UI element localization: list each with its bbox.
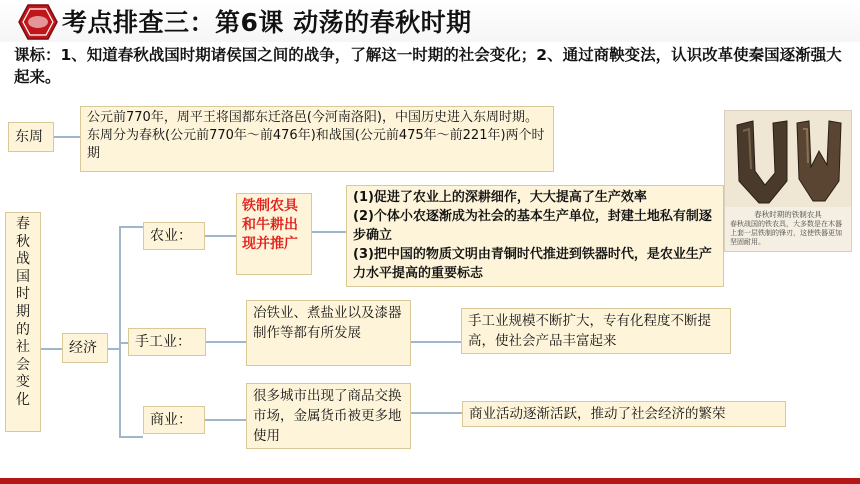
- impact-item-2: (2)个体小农逐渐成为社会的基本生产单位，封建土地私有制逐步确立: [353, 209, 712, 243]
- curriculum-standard: 课标：1、知道春秋战国时期诸侯国之间的战争，了解这一时期的社会变化；2、通过商鞅变法，认识改革使秦国逐渐强大起来。: [14, 46, 842, 86]
- footer-bar: [0, 478, 860, 484]
- commerce-result: 商业活动逐渐活跃，推动了社会经济的繁荣: [462, 401, 786, 427]
- agriculture-highlight: 铁制农具和牛耕出现并推广: [236, 193, 312, 275]
- commerce-label: 商业：: [143, 406, 205, 434]
- commerce-description: 很多城市出现了商品交换市场，金属货币被更多地使用: [246, 383, 411, 449]
- dongzhou-description: 公元前770年，周平王将国都东迁洛邑(今河南洛阳)，中国历史进入东周时期。东周分为春秋(公元前770年～前476年)和战国(公元前475年～前221年)两个时期: [80, 106, 554, 172]
- bracket-line: [119, 436, 143, 438]
- handicraft-label: 手工业：: [128, 328, 206, 356]
- connector-line: [205, 419, 246, 421]
- handicraft-result: 手工业规模不断扩大，专有化程度不断提高，使社会产品丰富起来: [461, 308, 731, 354]
- hexagon-logo-icon: [18, 4, 58, 40]
- connector-line: [54, 136, 80, 138]
- image-caption-text: 春秋战国的铁农具，大多数是在木器上套一层铁制的锋刃，这使铁器更加坚固耐用。: [730, 220, 842, 246]
- connector-line: [411, 341, 461, 343]
- economy-label: 经济: [62, 333, 108, 363]
- connector-line: [312, 231, 346, 233]
- bracket-line: [119, 226, 121, 438]
- agriculture-label: 农业：: [143, 222, 205, 250]
- page-title: 考点排查三：第6课 动荡的春秋时期: [62, 8, 472, 37]
- bracket-line: [119, 226, 143, 228]
- handicraft-description: 冶铁业、煮盐业以及漆器制作等都有所发展: [246, 300, 411, 366]
- root-label: [5, 212, 41, 432]
- image-caption-title: 春秋时期的铁制农具: [754, 210, 822, 219]
- connector-line: [205, 235, 236, 237]
- iron-tools-illustration: [725, 111, 851, 207]
- dongzhou-label: 东周: [8, 122, 54, 152]
- connector-line: [206, 341, 246, 343]
- agriculture-impact: [346, 185, 724, 287]
- connector-line: [41, 348, 62, 350]
- impact-item-3: (3)把中国的物质文明由青铜时代推进到铁器时代，是农业生产力水平提高的重要标志: [353, 247, 712, 281]
- root-label-text: 春秋战国时期的社会变化: [16, 216, 30, 408]
- bracket-line: [119, 342, 128, 344]
- iron-tools-image: [724, 110, 852, 252]
- impact-item-1: (1)促进了农业上的深耕细作，大大提高了生产效率: [353, 190, 647, 205]
- connector-line: [411, 412, 462, 414]
